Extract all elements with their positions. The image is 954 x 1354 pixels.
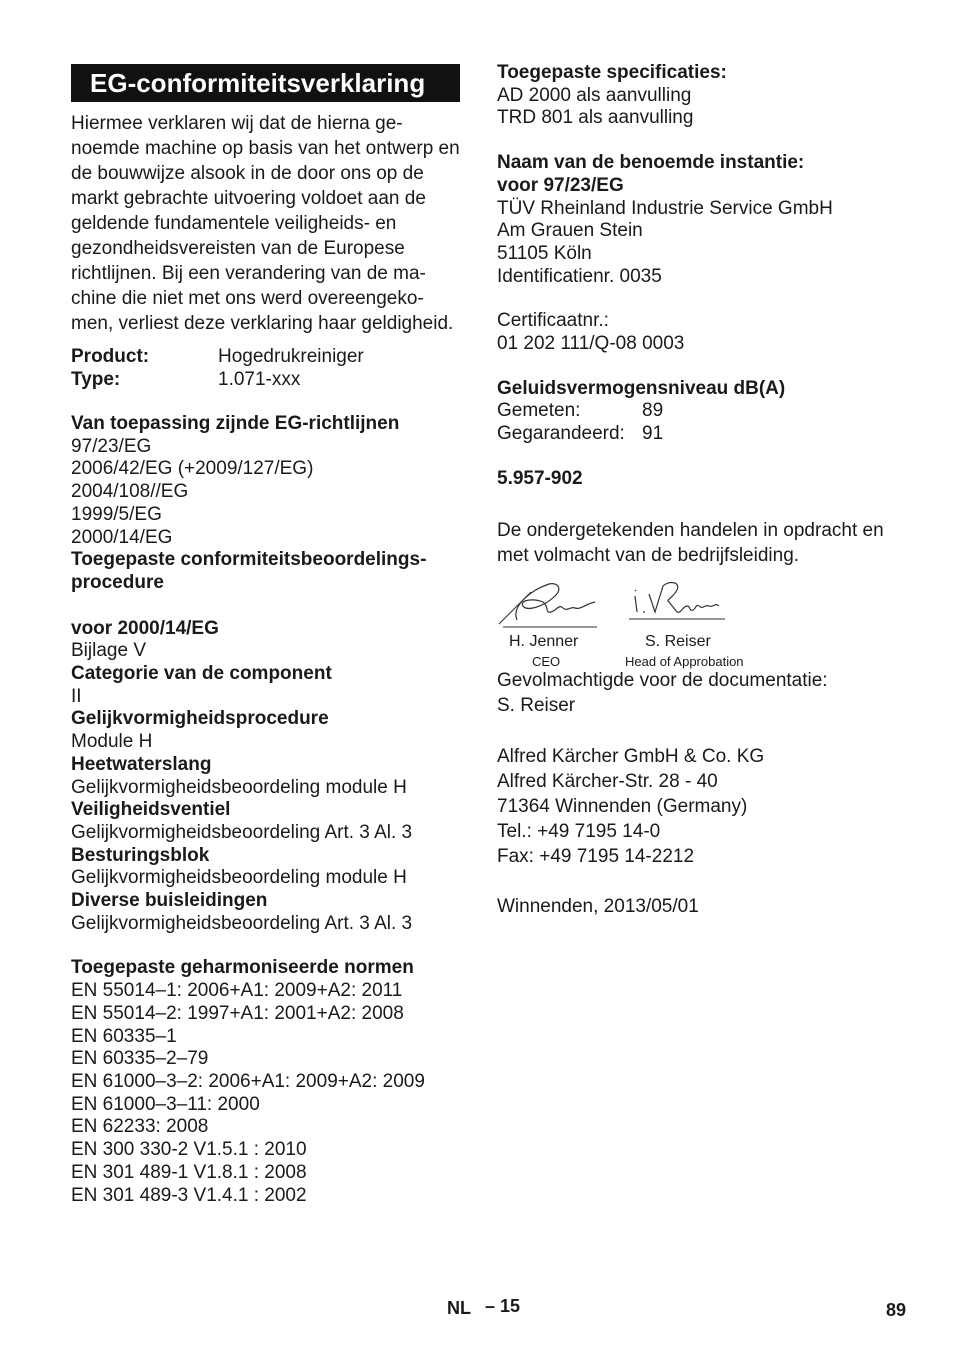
signatory-name: H. Jenner: [509, 632, 579, 650]
documentation-name: S. Reiser: [497, 694, 576, 716]
signature-reiser-handwriting: [625, 576, 735, 628]
for-2000-14-value: Bijlage V: [71, 640, 146, 662]
notified-body-line: TÜV Rheinland Industrie Service GmbH: [497, 197, 833, 219]
left-column: [71, 64, 461, 1207]
hot-water-hose-heading: Heetwaterslang: [71, 753, 212, 775]
standard-item: EN 301 489-1 V1.8.1 : 2008: [71, 1161, 307, 1183]
footer-language: NL: [447, 1298, 471, 1318]
procedure-section: [71, 618, 461, 936]
specification-item: TRD 801 als aanvulling: [497, 107, 694, 129]
footer-section-page: – 15: [485, 1296, 521, 1316]
standard-item: EN 301 489-3 V1.4.1 : 2002: [71, 1184, 307, 1206]
type-value: 1.071-xxx: [218, 369, 301, 390]
specifications-heading: Toegepaste specificaties:: [497, 62, 727, 83]
standards-section: [71, 957, 461, 1207]
directives-section: [71, 413, 461, 595]
standard-item: EN 300 330-2 V1.5.1 : 2010: [71, 1139, 307, 1161]
notified-body-line: Identificatienr. 0035: [497, 265, 662, 287]
intro-text: Hiermee verklaren wij dat de hierna ge-noemde machine op basis van het ontwerp en de bouwwijze alsook in de door ons op de markt gebrachte uitvoering voldoet aan de geldende fundamentele veiligheids- en gezondheidsvereisten van de Europese richtlijnen. Bij een verandering van de ma-chine die niet met ons werd overeengeko-men, verliest deze verklaring haar geldigheid.: [71, 113, 460, 334]
company-line: 71364 Winnenden (Germany): [497, 795, 748, 817]
standard-item: EN 55014–1: 2006+A1: 2009+A2: 2011: [71, 980, 403, 1002]
specifications-section: [497, 62, 917, 130]
product-info: [71, 345, 461, 391]
right-column: [497, 62, 917, 919]
directive-item: 97/23/EG: [71, 435, 152, 457]
company-address: [497, 744, 917, 869]
notified-body-subheading: voor 97/23/EG: [497, 174, 624, 196]
signatory-role: CEO: [532, 653, 561, 669]
place-date: Winnenden, 2013/05/01: [497, 895, 699, 917]
procedure-heading-cont: procedure: [71, 571, 164, 593]
for-2000-14-heading: voor 2000/14/EG: [71, 617, 219, 639]
safety-valve-heading: Veiligheidsventiel: [71, 799, 231, 821]
documentation-label: Gevolmachtigde voor de documentatie:: [497, 669, 828, 691]
page-title: EG-conformiteitsverklaring: [71, 64, 460, 102]
company-line: Alfred Kärcher GmbH & Co. KG: [497, 745, 765, 767]
procedure-heading: Toegepaste conformiteitsbeoordelings-: [71, 549, 427, 571]
standard-item: EN 60335–1: [71, 1025, 177, 1047]
guaranteed-value: 91: [642, 423, 664, 445]
documentation-section: [497, 668, 917, 718]
directive-item: 2004/108//EG: [71, 481, 189, 503]
measured-value: 89: [642, 400, 664, 422]
signatures: [497, 576, 917, 669]
part-number: 5.957-902: [497, 467, 583, 489]
standard-item: EN 60335–2–79: [71, 1048, 209, 1070]
control-block-heading: Besturingsblok: [71, 844, 210, 866]
conformity-procedure-value: Module H: [71, 731, 153, 753]
standard-item: EN 55014–2: 1997+A1: 2001+A2: 2008: [71, 1002, 404, 1024]
notified-body-heading: Naam van de benoemde instantie:: [497, 152, 805, 174]
company-line: Alfred Kärcher-Str. 28 - 40: [497, 770, 718, 792]
certificate-label: Certificaatnr.:: [497, 310, 609, 332]
product-value: Hogedrukreiniger: [218, 346, 364, 367]
pipes-heading: Diverse buisleidingen: [71, 890, 268, 912]
footer-page-number: 89: [885, 1300, 906, 1320]
standard-item: EN 61000–3–11: 2000: [71, 1093, 260, 1115]
component-category-heading: Categorie van de component: [71, 663, 332, 685]
notified-body-section: [497, 152, 917, 288]
notified-body-line: 51105 Köln: [497, 242, 592, 264]
standards-heading: Toegepaste geharmoniseerde normen: [71, 957, 414, 979]
safety-valve-value: Gelijkvormigheidsbeoordeling Art. 3 Al. 3: [71, 821, 413, 843]
specification-item: AD 2000 als aanvulling: [497, 84, 692, 106]
standard-item: EN 61000–3–2: 2006+A1: 2009+A2: 2009: [71, 1070, 425, 1092]
declaration-text: De ondergetekenden handelen in opdracht en met volmacht van de bedrijfsleiding.: [497, 519, 884, 566]
sound-heading: Geluidsvermogensniveau dB(A): [497, 377, 786, 399]
control-block-value: Gelijkvormigheidsbeoordeling module H: [71, 867, 407, 889]
directive-item: 1999/5/EG: [71, 503, 162, 525]
conformity-procedure-heading: Gelijkvormigheidsprocedure: [71, 708, 329, 730]
component-category-value: II: [71, 685, 82, 707]
notified-body-line: Am Grauen Stein: [497, 220, 643, 242]
signature-jenner-handwriting: [497, 576, 607, 628]
company-line: Tel.: +49 7195 14-0: [497, 820, 661, 842]
product-label: Product:: [71, 346, 150, 367]
directive-item: 2000/14/EG: [71, 526, 173, 548]
guaranteed-label: Gegarandeerd:: [497, 423, 625, 445]
signature-jenner: [497, 576, 607, 670]
hot-water-hose-value: Gelijkvormigheidsbeoordeling module H: [71, 776, 407, 798]
signatory-name: S. Reiser: [645, 632, 711, 650]
standard-item: EN 62233: 2008: [71, 1116, 209, 1138]
type-label: Type:: [71, 369, 121, 390]
pipes-value: Gelijkvormigheidsbeoordeling Art. 3 Al. 3: [71, 912, 413, 934]
sound-section: [497, 378, 917, 446]
certificate-value: 01 202 111/Q-08 0003: [497, 333, 685, 355]
directives-heading: Van toepassing zijnde EG-richtlijnen: [71, 413, 400, 434]
measured-label: Gemeten:: [497, 400, 581, 422]
company-line: Fax: +49 7195 14-2212: [497, 845, 695, 867]
certificate-section: [497, 310, 917, 355]
signature-reiser: [625, 576, 765, 670]
directive-item: 2006/42/EG (+2009/127/EG): [71, 458, 314, 480]
signatory-role: Head of Approbation: [625, 653, 744, 669]
